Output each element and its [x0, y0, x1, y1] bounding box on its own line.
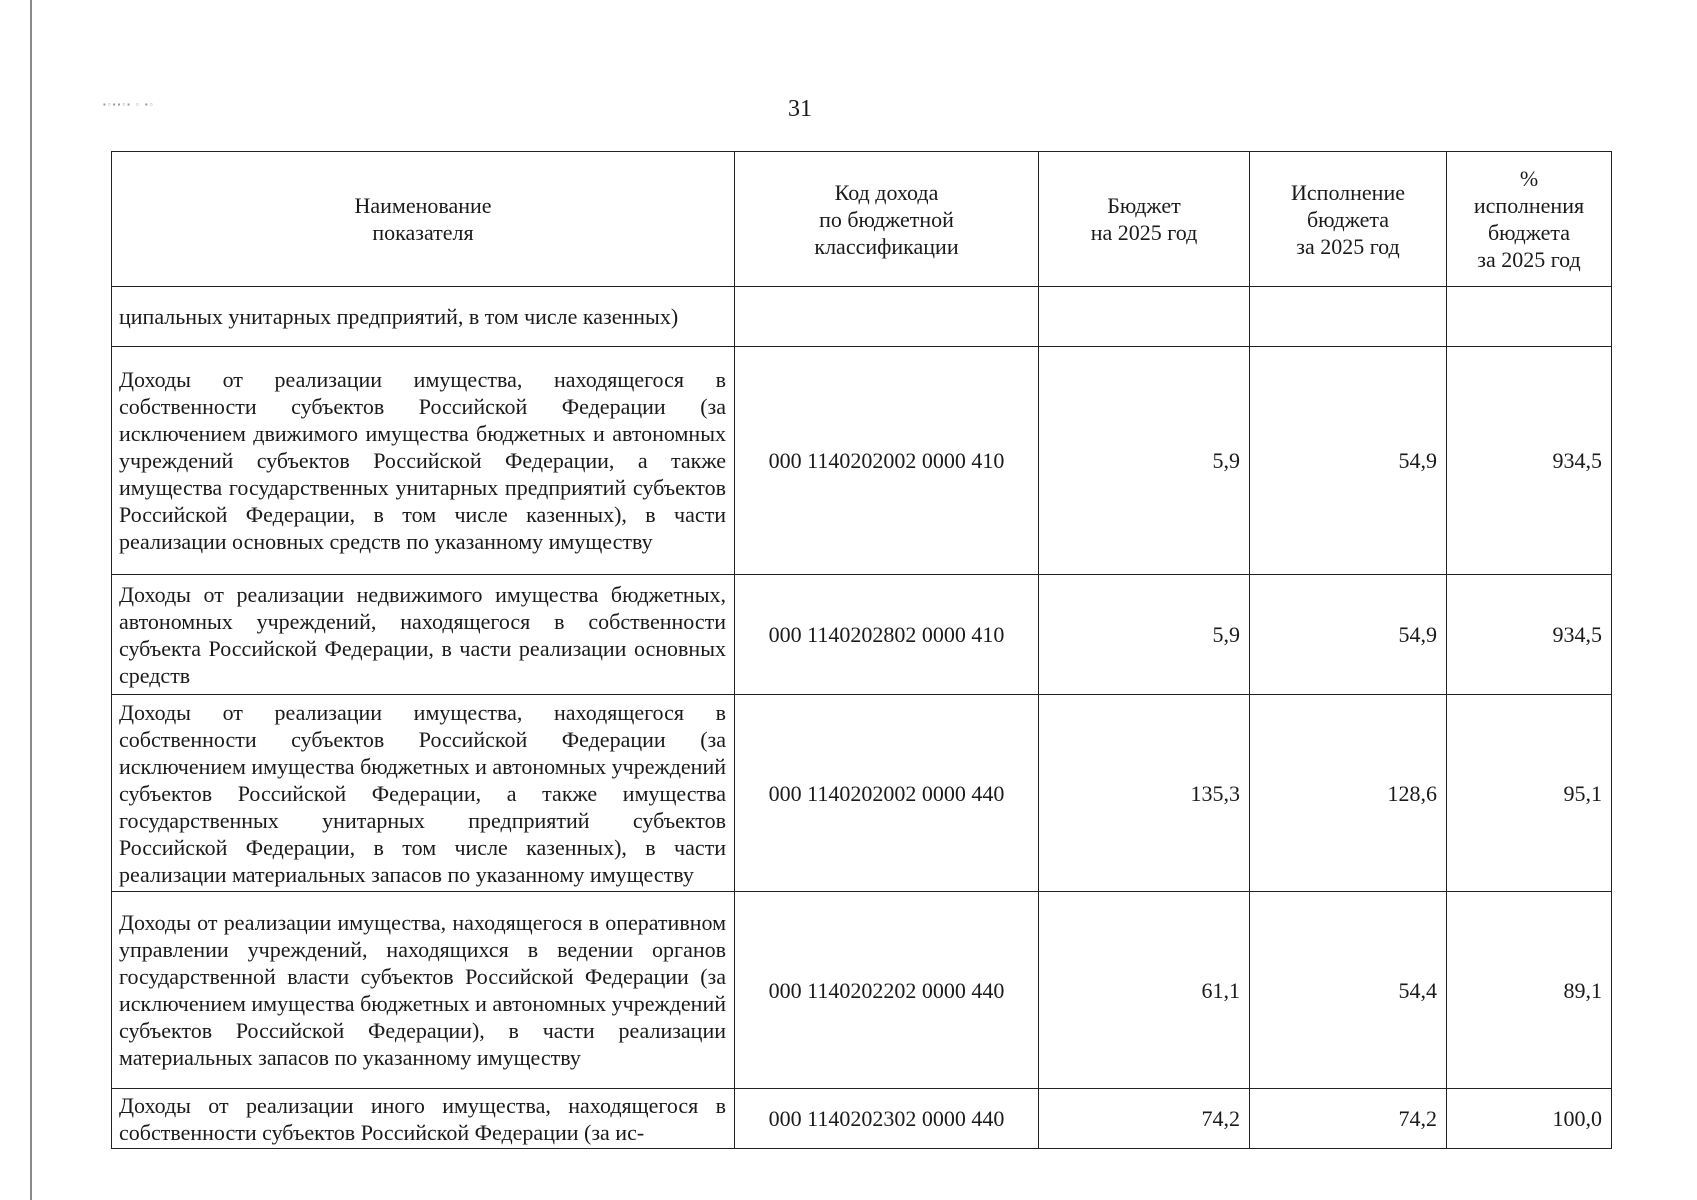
row-name: Доходы от реализации имущества, находящегося в собственности субъектов Российской Федерации (за исключением движимого имущества бюджетных и автономных учреждений субъектов Российской Федерации, а также имущества государственных унитарных предприятий субъектов Российской Федерации, в том числе казенных), в части реализации основных средств по указанному имуществу: [112, 347, 735, 575]
header-line: за 2025 год: [1477, 247, 1581, 272]
header-budget-2025: [1039, 152, 1250, 287]
row-budget: 61,1: [1039, 892, 1250, 1089]
row-percent: 95,1: [1447, 695, 1612, 892]
budget-execution-table: [111, 151, 1612, 1149]
row-name: Доходы от реализации имущества, находящегося в оперативном управлении учреждений, находящихся в ведении органов государственной власти субъектов Российской Федерации (за исключением имущества бюджетных и автономных учреждений субъектов Российской Федерации), в части реализации материальных запасов по указанному имуществу: [112, 892, 735, 1089]
header-line: Код дохода: [834, 179, 939, 205]
header-line: исполнения: [1473, 193, 1585, 218]
table-row: [112, 892, 1612, 1089]
row-execution: [1250, 287, 1447, 347]
header-line: Наименование: [354, 193, 492, 218]
row-name: Доходы от реализации имущества, находящегося в собственности субъектов Российской Федерации (за исключением имущества бюджетных и автономных учреждений субъектов Российской Федерации, а также имущества государственных унитарных предприятий субъектов Российской Федерации, в том числе казенных), в части реализации материальных запасов по указанному имуществу: [112, 695, 735, 892]
row-code: 000 1140202002 0000 410: [735, 347, 1039, 575]
row-execution: 54,9: [1250, 347, 1447, 575]
row-name: ципальных унитарных предприятий, в том числе казенных): [112, 287, 735, 347]
row-code: 000 1140202002 0000 440: [735, 695, 1039, 892]
row-name: Доходы от реализации недвижимого имущества бюджетных, автономных учреждений, находящегося в собственности субъекта Российской Федерации, в части реализации основных средств: [112, 575, 735, 695]
row-code: 000 1140202302 0000 440: [735, 1089, 1039, 1149]
header-line: за 2025 год: [1296, 233, 1400, 259]
row-code: 000 1140202202 0000 440: [735, 892, 1039, 1089]
header-line: Исполнение: [1291, 179, 1405, 205]
table-row: [112, 1089, 1612, 1149]
scan-artifact: ▪▫▪▪▫▪ ▫ ▪▫: [103, 100, 155, 106]
table-row: [112, 575, 1612, 695]
row-execution: 54,9: [1250, 575, 1447, 695]
row-execution: 74,2: [1250, 1089, 1447, 1149]
table-header-row: [112, 152, 1612, 287]
row-percent: 100,0: [1447, 1089, 1612, 1149]
table-row: [112, 287, 1612, 347]
header-line: на 2025 год: [1090, 220, 1198, 245]
header-line: классификации: [814, 233, 959, 259]
header-execution-2025: [1250, 152, 1447, 287]
row-budget: 5,9: [1039, 575, 1250, 695]
table-row: [112, 347, 1612, 575]
row-execution: 54,4: [1250, 892, 1447, 1089]
row-budget: [1039, 287, 1250, 347]
header-income-code: [735, 152, 1039, 287]
row-budget: 74,2: [1039, 1089, 1250, 1149]
header-line: %: [1519, 166, 1539, 191]
header-line: бюджета: [1487, 220, 1571, 245]
row-percent: 934,5: [1447, 575, 1612, 695]
header-indicator-name: [112, 152, 735, 287]
header-line: по бюджетной: [819, 206, 954, 232]
header-line: Бюджет: [1107, 193, 1181, 218]
row-percent: 934,5: [1447, 347, 1612, 575]
row-budget: 5,9: [1039, 347, 1250, 575]
scan-left-edge: [30, 0, 32, 1200]
row-code: [735, 287, 1039, 347]
page-number: 31: [788, 96, 812, 122]
row-code: 000 1140202802 0000 410: [735, 575, 1039, 695]
table-row: [112, 695, 1612, 892]
row-budget: 135,3: [1039, 695, 1250, 892]
row-execution: 128,6: [1250, 695, 1447, 892]
header-line: бюджета: [1306, 206, 1390, 232]
header-line: показателя: [372, 220, 474, 245]
header-execution-percent: [1447, 152, 1612, 287]
row-name: Доходы от реализации иного имущества, находящегося в собственности субъектов Российской Федерации (за ис-: [112, 1089, 735, 1149]
row-percent: 89,1: [1447, 892, 1612, 1089]
row-percent: [1447, 287, 1612, 347]
